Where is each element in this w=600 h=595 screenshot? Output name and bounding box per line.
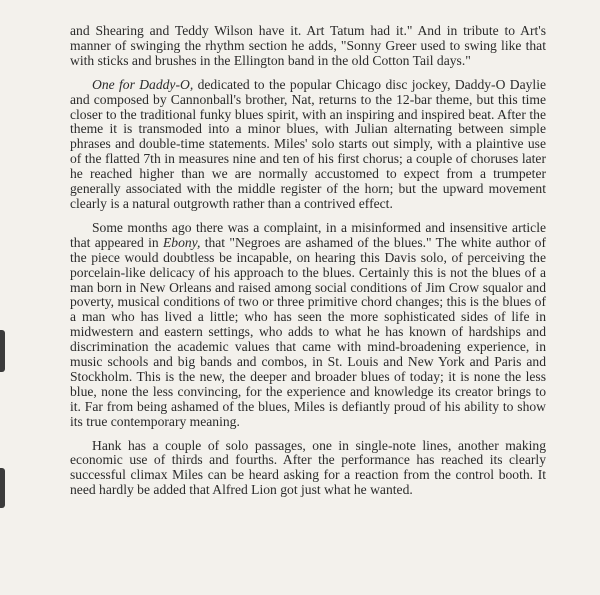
magazine-name: Ebony, — [162, 234, 201, 250]
paragraph-1: and Shearing and Teddy Wilson have it. Art Tatum had it." And in tribute to Art's manner of swinging the rhythm section he adds, "Sonny Greer used to swing like that with sticks and brushes in the Ellington band in the old Cotton Tail days." — [70, 23, 546, 68]
paragraph-4: Hank has a couple of solo passages, one in single-note lines, another making economic use of thirds and fourths. After the performance has reached its clearly successful climax Miles can be heard asking for a reaction from the control booth. It need hardly be added that Alfred Lion got just what he wanted. — [70, 437, 546, 498]
paragraph-3-text-end: that "Negroes are ashamed of the blues." The white author of the piece would doubtless be incapable, on hearing this Davis solo, of perceiving the porcelain-like delicacy of his approach to the blues. Certainly this is not the blues of a man born in New Orleans and raised among social conditions of Jim Crow squalor and poverty, musical conditions of two or three primitive chord changes; this is the blues of a man who has lived a little; who has seen the more sophisticated sides of life in midwestern and eastern settings, who adds to what he has known of hardships and discrimination the academic values that came with mind-broadening experience, in music schools and big bands and combos, in St. Louis and New York and Paris and Stockholm. This is the new, the deeper and broader blues of today; it is none the less blue, none the less convincing, for the experience and knowledge its creator brings to it. Far from being ashamed of the blues, Miles is defiantly proud of his ability to show its true contemporary meaning. — [70, 234, 546, 429]
paragraph-3-text-start: Some months ago there was a complaint, in a misinformed and insensitive article that appeared in — [70, 219, 546, 250]
body-text — [70, 24, 546, 507]
binding-mark-lower — [0, 468, 5, 508]
paragraph-3 — [70, 221, 546, 430]
track-title: One for Daddy-O, — [92, 76, 194, 92]
binding-mark-upper — [0, 330, 5, 372]
paragraph-2 — [70, 78, 546, 212]
paragraph-2-text: dedicated to the popular Chicago disc jockey, Daddy-O Daylie and composed by Cannonball's brother, Nat, returns to the 12-bar theme, but this time closer to the traditional funky blues spirit, with an inspiring and inspired beat. After the theme it is transmoded into a minor blues, with Julian alternating between simple phrases and double-time statements. Miles' solo starts out simply, with a plaintive use of the flatted 7th in measures nine and ten of his first chorus; a couple of choruses later he reached higher than we are normally accustomed to expect from a trumpeter generally associated with the middle register of the horn; but the upward movement clearly is a natural outgrowth rather than a contrived effect. — [70, 76, 546, 211]
